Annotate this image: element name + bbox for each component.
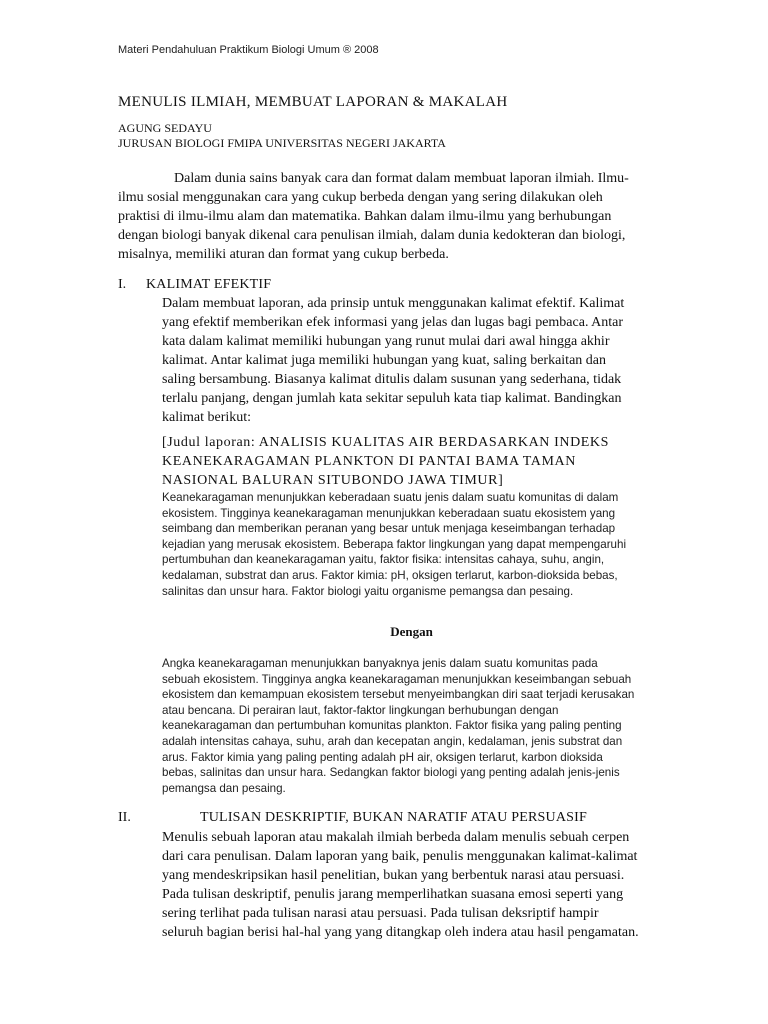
author-affiliation: JURUSAN BIOLOGI FMIPA UNIVERSITAS NEGERI JAKARTA [118,136,446,150]
connector-heading: Dengan [390,624,433,639]
section-1-body: Dalam membuat laporan, ada prinsip untuk menggunakan kalimat efektif. Kalimat yang efektif memberikan efek informasi yang jelas dan lugas bagi pembaca. Antar kata dalam kalimat memiliki hubungan yang runut mulai dari awal hingga akhir kalimat. Antar kalimat juga memiliki hubungan yang kuat, saling berkaitan dan saling bersambung. Biasanya kalimat ditulis dalam susunan yang sederhana, tidak terlalu panjang, dengan jumlah kata sekitar sepuluh kata tiap kalimat. Bandingkan kalimat berikut: [162,296,625,425]
intro-paragraph: Dalam dunia sains banyak cara dan format dalam membuat laporan ilmiah. Ilmu-ilmu sosial menggunakan cara yang cukup berbeda dengan yang sering dilakukan oleh praktisi di ilmu-ilmu alam dan matematika. Bahkan dalam ilmu-ilmu yang berhubungan dengan biologi banyak dikenal cara penulisan ilmiah, dalam dunia kedokteran dan biologi, misalnya, memiliki aturan dan format yang cukup berbeda. [118,171,629,262]
example-report-title: [Judul laporan: ANALISIS KUALITAS AIR BERDASARKAN INDEKS KEANEKARAGAMAN PLANKTON DI PANTAI BAMA TAMAN NASIONAL BALURAN SITUBONDO JAWA TIMUR] [162,435,610,488]
author-name: AGUNG SEDAYU [118,121,212,135]
example-paragraph-2: Angka keanekaragaman menunjukkan banyaknya jenis dalam suatu komunitas pada sebuah ekosistem. Tingginya angka keanekaragaman menunjukkan keseimbangan sebuah ekosistem dan kemampuan ekosistem tersebut menyeimbangkan diri saat terjadi kerusakan atau bencana. Di perairan laut, faktor-faktor lingkungan berhubungan dengan keanekaragaman dan pertumbuhan komunitas plankton. Faktor fisika yang paling penting adalah intensitas cahaya, suhu, arah dan kecepatan angin, kedalaman, jenis substrat dan arus. Faktor kimia yang paling penting adalah pH air, oksigen terlarut, karbon dioksida bebas, salinitas dan unsur hara. Sedangkan faktor biologi yang penting adalah jenis-jenis pemangsa dan pesaing. [162,657,635,795]
section-2-title: TULISAN DESKRIPTIF, BUKAN NARATIF ATAU PERSUASIF [200,810,587,825]
running-header: Materi Pendahuluan Praktikum Biologi Umum ® 2008 [118,44,379,56]
section-2-number: II. [118,810,131,825]
section-1-title: KALIMAT EFEKTIF [146,277,272,292]
example-paragraph-1: Keanekaragaman menunjukkan keberadaan suatu jenis dalam suatu komunitas di dalam ekosistem. Tingginya keanekaragaman menunjukkan keberadaan suatu ekosistem yang seimbang dan memberikan peranan yang besar untuk menjaga keseimbangan terhadap kejadian yang merusak ekosistem. Beberapa faktor lingkungan yang dapat mempengaruhi pertumbuhan dan keanekaragaman yaitu, faktor fisika: intensitas cahaya, suhu, angin, kedalaman, substrat dan arus. Faktor kimia: pH, oksigen terlarut, karbon-dioksida bebas, salinitas dan unsur hara. Faktor biologi yaitu organisme pemangsa dan pesaing. [162,491,627,598]
section-2-body: Menulis sebuah laporan atau makalah ilmiah berbeda dalam menulis sebuah cerpen dari cara penulisan. Dalam laporan yang baik, penulis menggunakan kalimat-kalimat yang mendeskripsikan hasil penelitian, bukan yang berbentuk narasi atau persuasi. Pada tulisan deskriptif, penulis jarang memperlihatkan suasana emosi seperti yang sering terlihat pada tulisan narasi atau persuasi. Pada tulisan deksriptif hampir seluruh bagian berisi hal-hal yang yang ditangkap oleh indera atau hasil pengamatan. [162,830,639,940]
document-title: MENULIS ILMIAH, MEMBUAT LAPORAN & MAKALAH [118,94,508,110]
author-block [118,121,446,151]
section-1-number: I. [118,277,127,292]
